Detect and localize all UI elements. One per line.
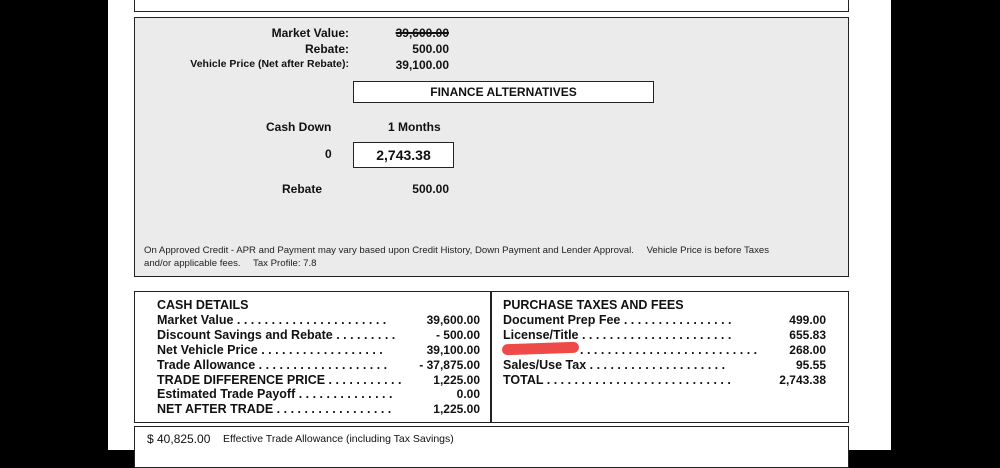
cash-details-panel	[134, 291, 849, 423]
disclaimer-line2: and/or applicable fees.	[144, 258, 241, 269]
fee-row-value: 499.00	[789, 313, 826, 327]
tax-profile: Tax Profile: 7.8	[253, 258, 317, 269]
market-value-label: Market Value:	[271, 26, 349, 40]
cash-row-value: 1,225.00	[433, 402, 480, 416]
finance-alternatives-title: FINANCE ALTERNATIVES	[353, 81, 654, 103]
cash-row-value: 39,600.00	[426, 313, 480, 327]
fee-row-value: 95.55	[795, 358, 826, 372]
fee-row-label: . . . . . . . . . . . . . . . . . . . . . . . . . .	[580, 343, 758, 357]
effective-trade-amount: $ 40,825.00	[147, 432, 211, 446]
cash-row-value: - 37,875.00	[419, 358, 480, 372]
fee-row-label: TOTAL . . . . . . . . . . . . . . . . . . . . . . . . . . .	[503, 373, 731, 387]
effective-trade-label: Effective Trade Allowance (including Tax Savings)	[223, 433, 454, 445]
cash-row-label: Discount Savings and Rebate . . . . . . . . .	[157, 328, 396, 342]
vehicle-price-amount: 39,100.00	[395, 58, 449, 72]
rebate-label: Rebate:	[304, 42, 349, 56]
disclaimer-text	[144, 244, 834, 270]
disclaimer-line1: On Approved Credit - APR and Payment may vary based upon Credit History, Down Payment and Lender Approval.	[144, 245, 634, 256]
document-page	[108, 0, 891, 450]
finance-rebate-label: Rebate	[282, 182, 323, 196]
cash-row-value: 0.00	[456, 387, 480, 401]
cash-row-value: - 500.00	[435, 328, 480, 342]
finance-panel	[134, 17, 849, 277]
cash-row-value: 1,225.00	[433, 373, 480, 387]
taxes-fees-title: PURCHASE TAXES AND FEES	[503, 298, 684, 312]
cash-row-value: 39,100.00	[426, 343, 480, 357]
cash-row-label: TRADE DIFFERENCE PRICE . . . . . . . . . . .	[157, 373, 402, 387]
fee-row-label: Sales/Use Tax . . . . . . . . . . . . . . . . . . . .	[503, 358, 726, 372]
redaction-mark	[502, 342, 579, 356]
fee-row-value: 2,743.38	[779, 373, 826, 387]
fee-row-label: Document Prep Fee . . . . . . . . . . . . . . . .	[503, 313, 732, 327]
fee-row-value: 655.83	[789, 328, 826, 342]
cash-row-label: NET AFTER TRADE . . . . . . . . . . . . . . . . .	[157, 402, 392, 416]
finance-rebate-value: 500.00	[412, 182, 449, 196]
cash-details-title: CASH DETAILS	[157, 298, 249, 312]
disclaimer-vehicle-price-note: Vehicle Price is before Taxes	[646, 245, 770, 256]
cash-row-label: Trade Allowance . . . . . . . . . . . . . . . . . . .	[157, 358, 388, 372]
market-value-amount: 39,600.00	[395, 26, 449, 40]
effective-trade-box	[134, 426, 849, 468]
cash-down-value: 0	[325, 147, 332, 161]
vehicle-price-label: Vehicle Price (Net after Rebate):	[190, 58, 349, 70]
cash-row-label: Market Value . . . . . . . . . . . . . . . . . . . . . .	[157, 313, 387, 327]
rebate-amount: 500.00	[412, 42, 449, 56]
fee-row-value: 268.00	[789, 343, 826, 357]
column-divider	[490, 292, 492, 422]
term-label: 1 Months	[388, 120, 441, 134]
monthly-payment-box: 2,743.38	[353, 142, 454, 168]
cash-row-label: Estimated Trade Payoff . . . . . . . . . . . . . .	[157, 387, 393, 401]
fee-row-label: License/Title . . . . . . . . . . . . . . . . . . . . . .	[503, 328, 732, 342]
cash-down-label: Cash Down	[266, 120, 332, 134]
cash-row-label: Net Vehicle Price . . . . . . . . . . . . . . . . . .	[157, 343, 383, 357]
header-notice-box	[134, 0, 849, 12]
